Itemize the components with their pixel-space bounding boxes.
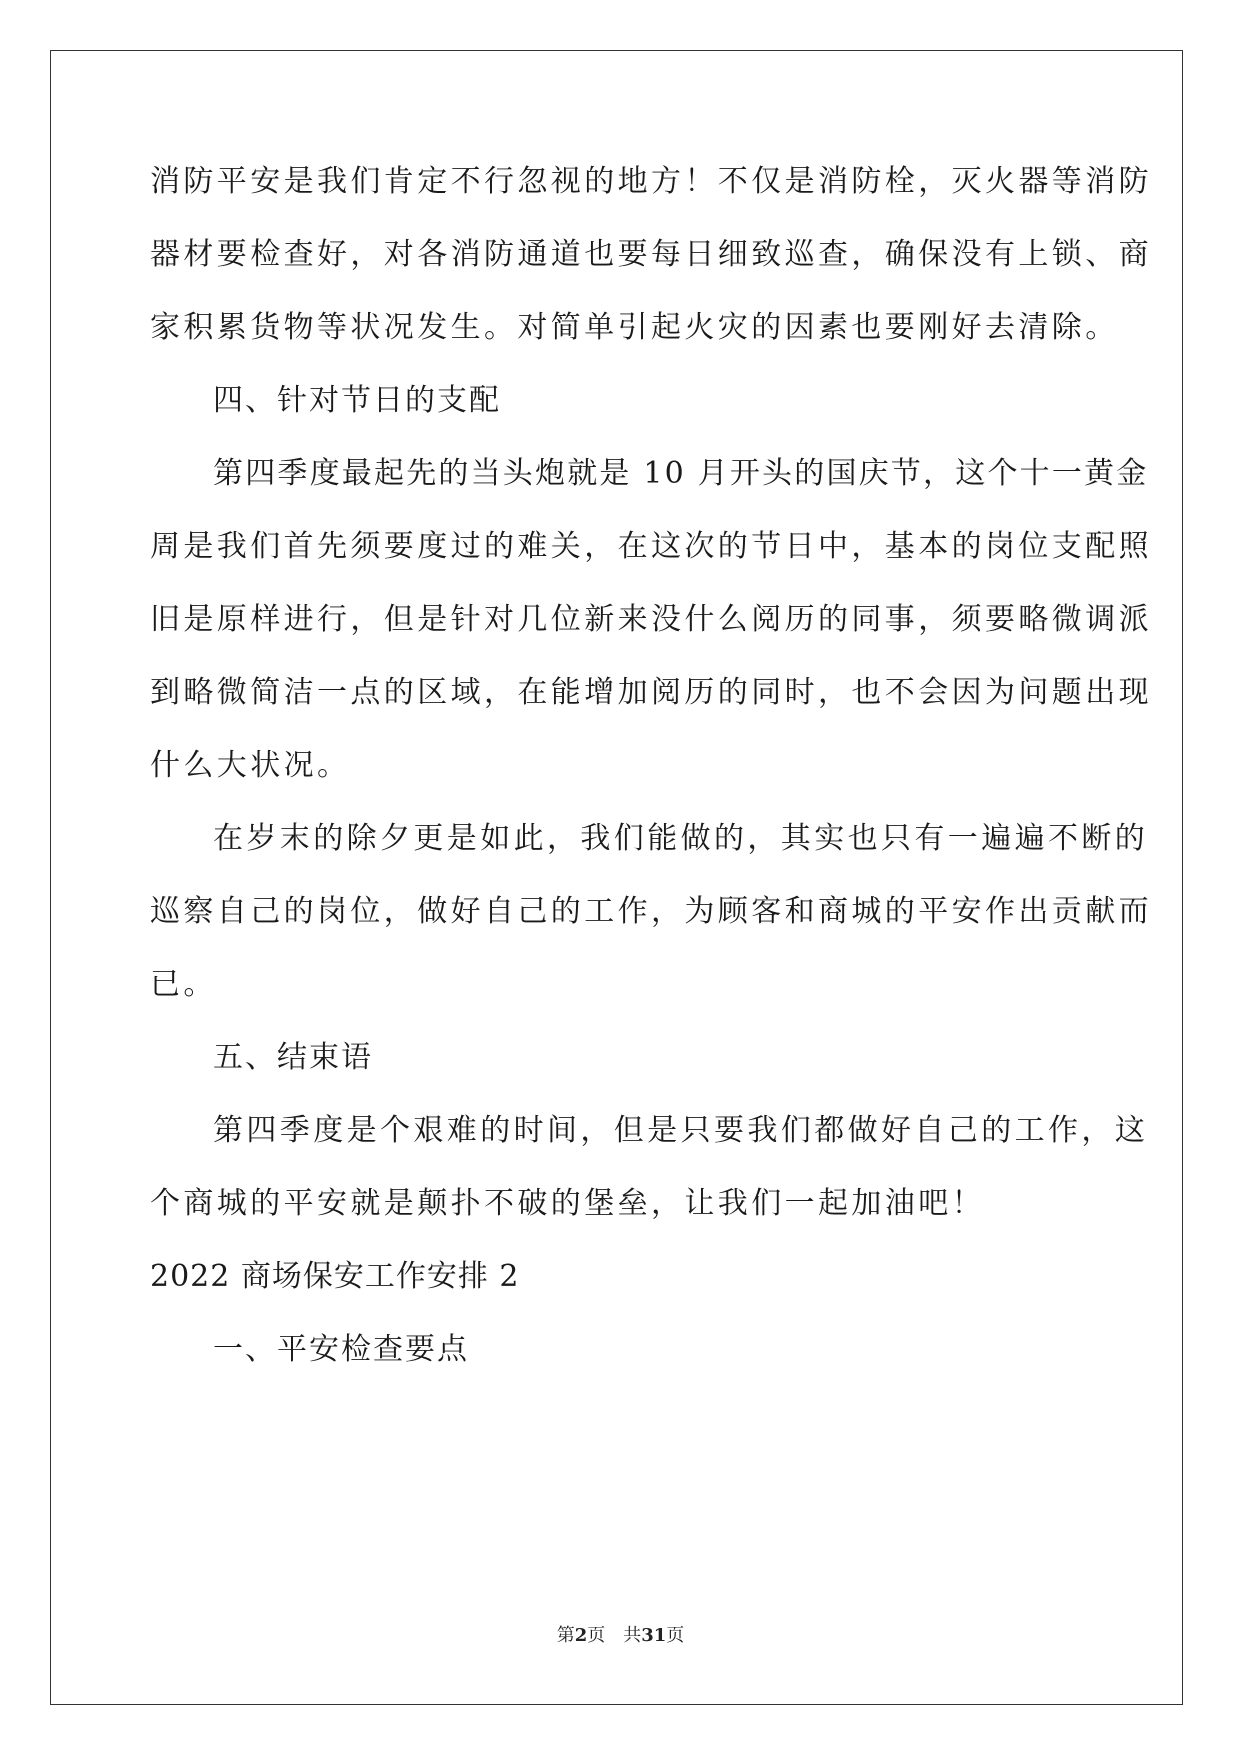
footer-prefix: 第 bbox=[556, 1625, 575, 1646]
document-title: 2022 商场保安工作安排 2 bbox=[150, 1259, 520, 1294]
section-heading: 一、平安检查要点 bbox=[213, 1332, 469, 1367]
page-footer bbox=[0, 1624, 1241, 1648]
page-border bbox=[50, 50, 1183, 1705]
paragraph-line: 消防平安是我们肯定不行忽视的地方！不仅是消防栓，灭火器等消防 bbox=[150, 164, 1152, 199]
paragraph-line: 第四季度最起先的当头炮就是 10 月开头的国庆节，这个十一黄金 bbox=[213, 456, 1149, 491]
paragraph-line: 周是我们首先须要度过的难关，在这次的节日中，基本的岗位支配照 bbox=[150, 529, 1152, 564]
paragraph-line: 旧是原样进行，但是针对几位新来没什么阅历的同事，须要略微调派 bbox=[150, 602, 1152, 637]
section-heading: 四、针对节日的支配 bbox=[213, 383, 501, 418]
paragraph-line: 器材要检查好，对各消防通道也要每日细致巡查，确保没有上锁、商 bbox=[150, 237, 1152, 272]
paragraph-line: 已。 bbox=[150, 967, 217, 1002]
paragraph-line: 巡察自己的岗位，做好自己的工作，为顾客和商城的平安作出贡献而 bbox=[150, 894, 1152, 929]
footer-middle: 页 共 bbox=[587, 1625, 642, 1646]
paragraph-line: 到略微简洁一点的区域，在能增加阅历的同时，也不会因为问题出现 bbox=[150, 675, 1152, 710]
paragraph-line: 个商城的平安就是颠扑不破的堡垒，让我们一起加油吧！ bbox=[150, 1186, 985, 1221]
current-page-number: 2 bbox=[574, 1625, 588, 1646]
paragraph-line: 第四季度是个艰难的时间，但是只要我们都做好自己的工作，这 bbox=[213, 1113, 1149, 1148]
section-heading: 五、结束语 bbox=[213, 1040, 373, 1075]
paragraph-line: 在岁末的除夕更是如此，我们能做的，其实也只有一遍遍不断的 bbox=[213, 821, 1149, 856]
paragraph-line: 家积累货物等状况发生。对简单引起火灾的因素也要刚好去清除。 bbox=[150, 310, 1119, 345]
total-page-count: 31 bbox=[641, 1625, 667, 1646]
footer-suffix: 页 bbox=[666, 1625, 685, 1646]
paragraph-line: 什么大状况。 bbox=[150, 748, 351, 783]
